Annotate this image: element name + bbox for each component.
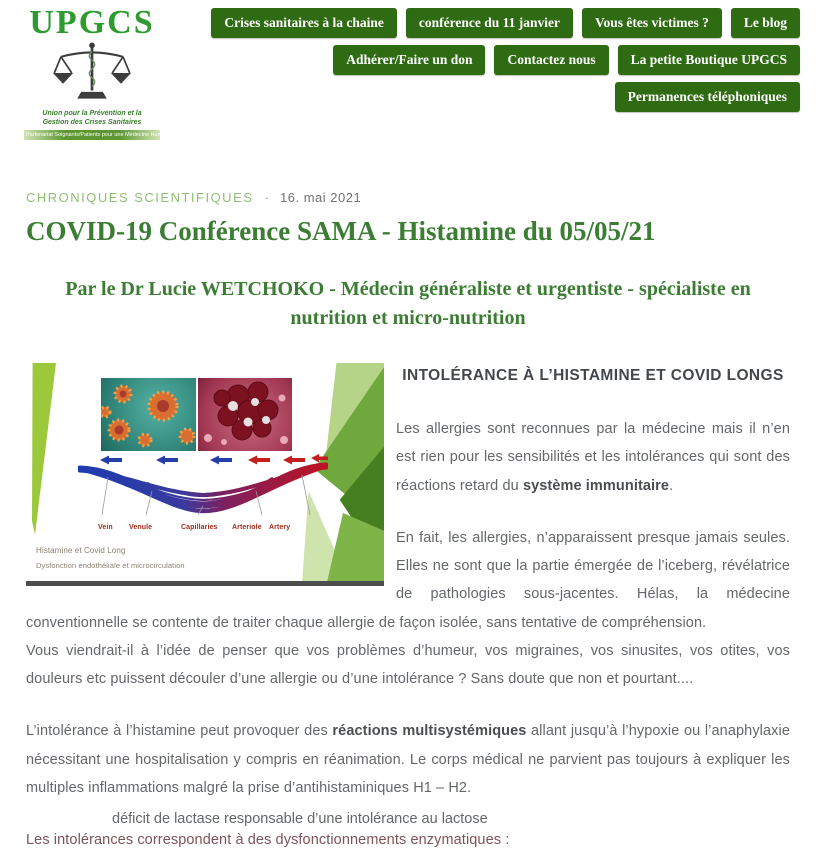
section-heading: INTOLÉRANCE À L’HISTAMINE ET COVID LONGS: [402, 366, 784, 384]
article-title: COVID-19 Conférence SAMA - Histamine du 05/05/21: [26, 216, 656, 246]
category-link[interactable]: CHRONIQUES SCIENTIFIQUES: [26, 190, 254, 205]
label-arteriole: Arteriole: [232, 523, 262, 531]
nav-button-blog[interactable]: Le blog: [731, 8, 800, 38]
slide-caption-subtitle: Dysfonction endothéliale et microcirculation: [36, 560, 185, 570]
nav-button-conference[interactable]: conférence du 11 janvier: [406, 8, 573, 38]
nav-row-1: [211, 8, 800, 38]
site-logo[interactable]: [24, 4, 173, 140]
label-vein: Vein: [98, 523, 113, 531]
logo-org-name: Union pour la Prévention et la Gestion des Crises Sanitaires: [42, 110, 142, 127]
blog-article: [0, 190, 816, 854]
article-image-histamine-slide: [26, 363, 384, 589]
scales-of-justice-icon: [24, 42, 160, 109]
article-byline: Par le Dr Lucie WETCHOKO - Médecin généraliste et urgentiste - spécialiste en nutrition et micro-nutrition: [65, 277, 751, 329]
site-header: [0, 0, 816, 150]
slide-left-wedge-decoration: [26, 363, 56, 535]
paragraph-iceberg: En fait, les allergies, n’apparaissent presque jamais seules. Elles ne sont que la partie émergée de l’iceberg, révélatrice de pathologies sous-jacentes. Hélas, la médecine conventionnelle se contente de traiter chaque allergie de façon isolée, sans tentative de compréhension.: [26, 529, 790, 631]
article-date: 16. mai 2021: [280, 190, 362, 205]
nav-button-boutique[interactable]: La petite Boutique UPGCS: [618, 45, 800, 75]
slide-bottom-bar: [26, 581, 384, 586]
nav-row-2: [333, 45, 800, 75]
paragraph-enzymes: Les intolérances correspondent à des dysfonctionnements enzymatiques :: [26, 832, 510, 849]
nav-button-crises-sanitaires[interactable]: Crises sanitaires à la chaine: [211, 8, 397, 38]
main-nav: [211, 8, 800, 112]
label-capillaries: Capillaries: [181, 523, 218, 531]
virus-photo: [101, 378, 196, 451]
paragraph-symptomes: Vous viendrait-il à l’idée de penser que vos problèmes d’humeur, vos migraines, vos sinusites, vos otites, vos douleurs etc puissent découler d’une allergie ou d’une intolérance ? Sans doute que non et pourtant....: [26, 642, 790, 688]
label-venule: Venule: [129, 523, 153, 531]
nav-button-adherer-don[interactable]: Adhérer/Faire un don: [333, 45, 485, 75]
paragraph-allergies: Les allergies sont reconnues par la médecine mais il n’en est rien pour les sensibilités et les intolérances qui sont des réactions retard du système immunitaire.: [396, 420, 790, 494]
nav-button-contact[interactable]: Contactez nous: [494, 45, 608, 75]
blood-cells-photo: [198, 378, 292, 451]
microcirculation-diagram: [78, 453, 328, 521]
clipped-list-item: déficit de lactase responsable d’une intolérance au lactose: [112, 811, 488, 827]
logo-acronym: UPGCS: [29, 4, 155, 41]
article-meta: [26, 190, 790, 205]
article-body: [26, 361, 790, 854]
nav-button-victimes[interactable]: Vous êtes victimes ?: [582, 8, 722, 38]
logo-tagline: Partenariat Soignants/Patients pour une Médecine Humaine: [26, 131, 173, 138]
nav-row-3: [615, 82, 800, 112]
paragraph-reactions: L’intolérance à l’histamine peut provoquer des réactions multisystémiques allant jusqu’à l’hypoxie ou l’anaphylaxie nécessitant une hospitalisation y compris en réanimation. Le corps médical ne parvient pas toujours à expliquer les multiples inflammations malgré la prise d’antihistaminiques H1 – H2.: [26, 723, 790, 796]
slide-caption-title: Histamine et Covid Long: [36, 545, 126, 555]
meta-separator: ·: [264, 190, 269, 205]
label-artery: Artery: [269, 523, 291, 531]
nav-button-permanences[interactable]: Permanences téléphoniques: [615, 82, 800, 112]
